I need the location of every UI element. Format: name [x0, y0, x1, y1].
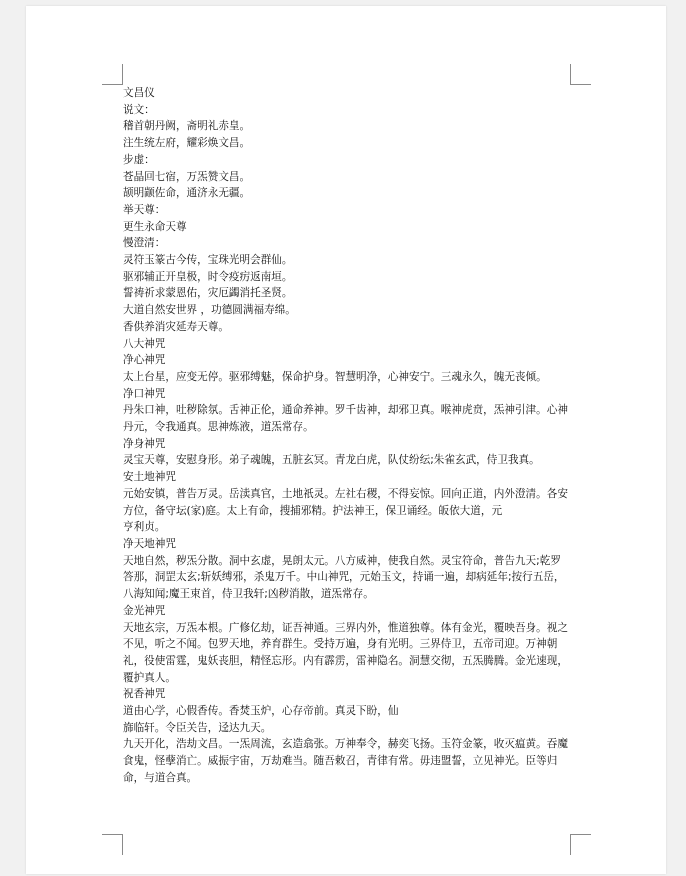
- paragraph: 道由心学，心假香传。香焚玉炉，心存帝前。真灵下盼，仙: [123, 705, 399, 718]
- section-heading: 祝香神咒: [123, 688, 166, 701]
- section-heading: 净天地神咒: [123, 537, 176, 550]
- margin-corner-bottom-right: [570, 834, 591, 855]
- paragraph: 九天开化，浩劫文昌。一炁周流，玄造翕张。万神奉令，赫奕飞扬。玉符金篆，收灭瘟黄。吞魔食鬼，怪孽消亡。威振宇宙，万劫难当。随吾敕召，青律有常。毋违盟誓，立见神光。臣等归命，与道合真。: [123, 738, 568, 784]
- document-body: [123, 85, 571, 787]
- section-heading: 说文：: [123, 103, 155, 116]
- verse-line: 驱邪辅正开皇极，时令疫疠返南垣。: [123, 270, 293, 283]
- paragraph: 亨利贞。: [123, 521, 166, 534]
- section-heading: 举天尊：: [123, 203, 166, 216]
- verse-line: 稽首朝丹阙，斋明礼赤皇。: [123, 120, 251, 133]
- margin-corner-top-right: [570, 64, 591, 85]
- margin-corner-bottom-left: [102, 834, 123, 855]
- verse-line: 誓祷祈求蒙恩佑，灾厄蠲消托圣贤。: [123, 287, 293, 300]
- section-heading: 步虚：: [123, 153, 155, 166]
- verse-line: 注生统左府，耀彩焕文昌。: [123, 137, 251, 150]
- document-page: [26, 6, 666, 874]
- paragraph: 天地自然，秽炁分散。洞中玄虚，晃朗太元。八方威神，使我自然。灵宝符命，普告九天;乾罗答那，洞罡太玄;斩妖缚邪，杀鬼万千。中山神咒，元始玉文，持诵一遍，却病延年;按行五岳，八海知闻;魔王束首，侍卫我轩;凶秽消散，道炁常存。: [123, 554, 565, 601]
- paragraph: 元始安镇，普告万灵。岳渎真官，土地祇灵。左社右稷，不得妄惊。回向正道，内外澄清。各安方位，备守坛(家)庭。太上有命，搜捕邪精。护法神王，保卫诵经。皈依大道，元: [123, 487, 568, 517]
- paragraph: 丹朱口神，吐秽除氛。舌神正伦，通命养神。罗千齿神，却邪卫真。喉神虎贲，炁神引津。心神丹元，令我通真。思神炼液，道炁常存。: [123, 404, 568, 434]
- verse-line: 苍晶回七宿，万炁赞文昌。: [123, 170, 251, 183]
- paragraph: 太上台星，应变无停。驱邪缚魅，保命护身。智慧明净，心神安宁。三魂永久，魄无丧倾。: [123, 370, 547, 383]
- verse-line: 大道自然安世界 ，功德圆满福寿绵。: [123, 304, 296, 317]
- paragraph: 灵宝天尊，安慰身形。弟子魂魄，五脏玄冥。青龙白虎，队仗纷纭;朱雀玄武，侍卫我真。: [123, 454, 540, 467]
- section-heading: 净口神咒: [123, 387, 166, 400]
- section-heading: 慢澄清：: [123, 237, 166, 250]
- verse-line: 颉明颛佐命，通济永无疆。: [123, 187, 251, 200]
- section-heading: 安土地神咒: [123, 471, 176, 484]
- doc-title: 文昌仪: [123, 87, 155, 99]
- verse-line: 更生永命天尊: [123, 220, 187, 233]
- section-heading: 八大神咒: [123, 337, 166, 350]
- section-heading: 净身神咒: [123, 437, 166, 450]
- paragraph: 天地玄宗，万炁本根。广修亿劫，证吾神通。三界内外，惟道独尊。体有金光，覆映吾身。视之不见，听之不闻。包罗天地，养育群生。受持万遍，身有光明。三界侍卫，五帝司迎。万神朝礼，役使雷霆，鬼妖丧胆，精怪忘形。内有霹雳，雷神隐名。洞慧交彻，五炁腾腾。金光速现，覆护真人。: [123, 621, 568, 684]
- section-heading: 金光神咒: [123, 604, 166, 617]
- margin-corner-top-left: [102, 64, 123, 85]
- verse-line: 灵符玉篆古今传，宝珠光明会群仙。: [123, 254, 293, 267]
- verse-line: 香供养消灾延寿天尊。: [123, 320, 229, 333]
- paragraph: 旆临轩。令臣关告，迳达九天。: [123, 721, 272, 734]
- section-heading: 净心神咒: [123, 354, 166, 367]
